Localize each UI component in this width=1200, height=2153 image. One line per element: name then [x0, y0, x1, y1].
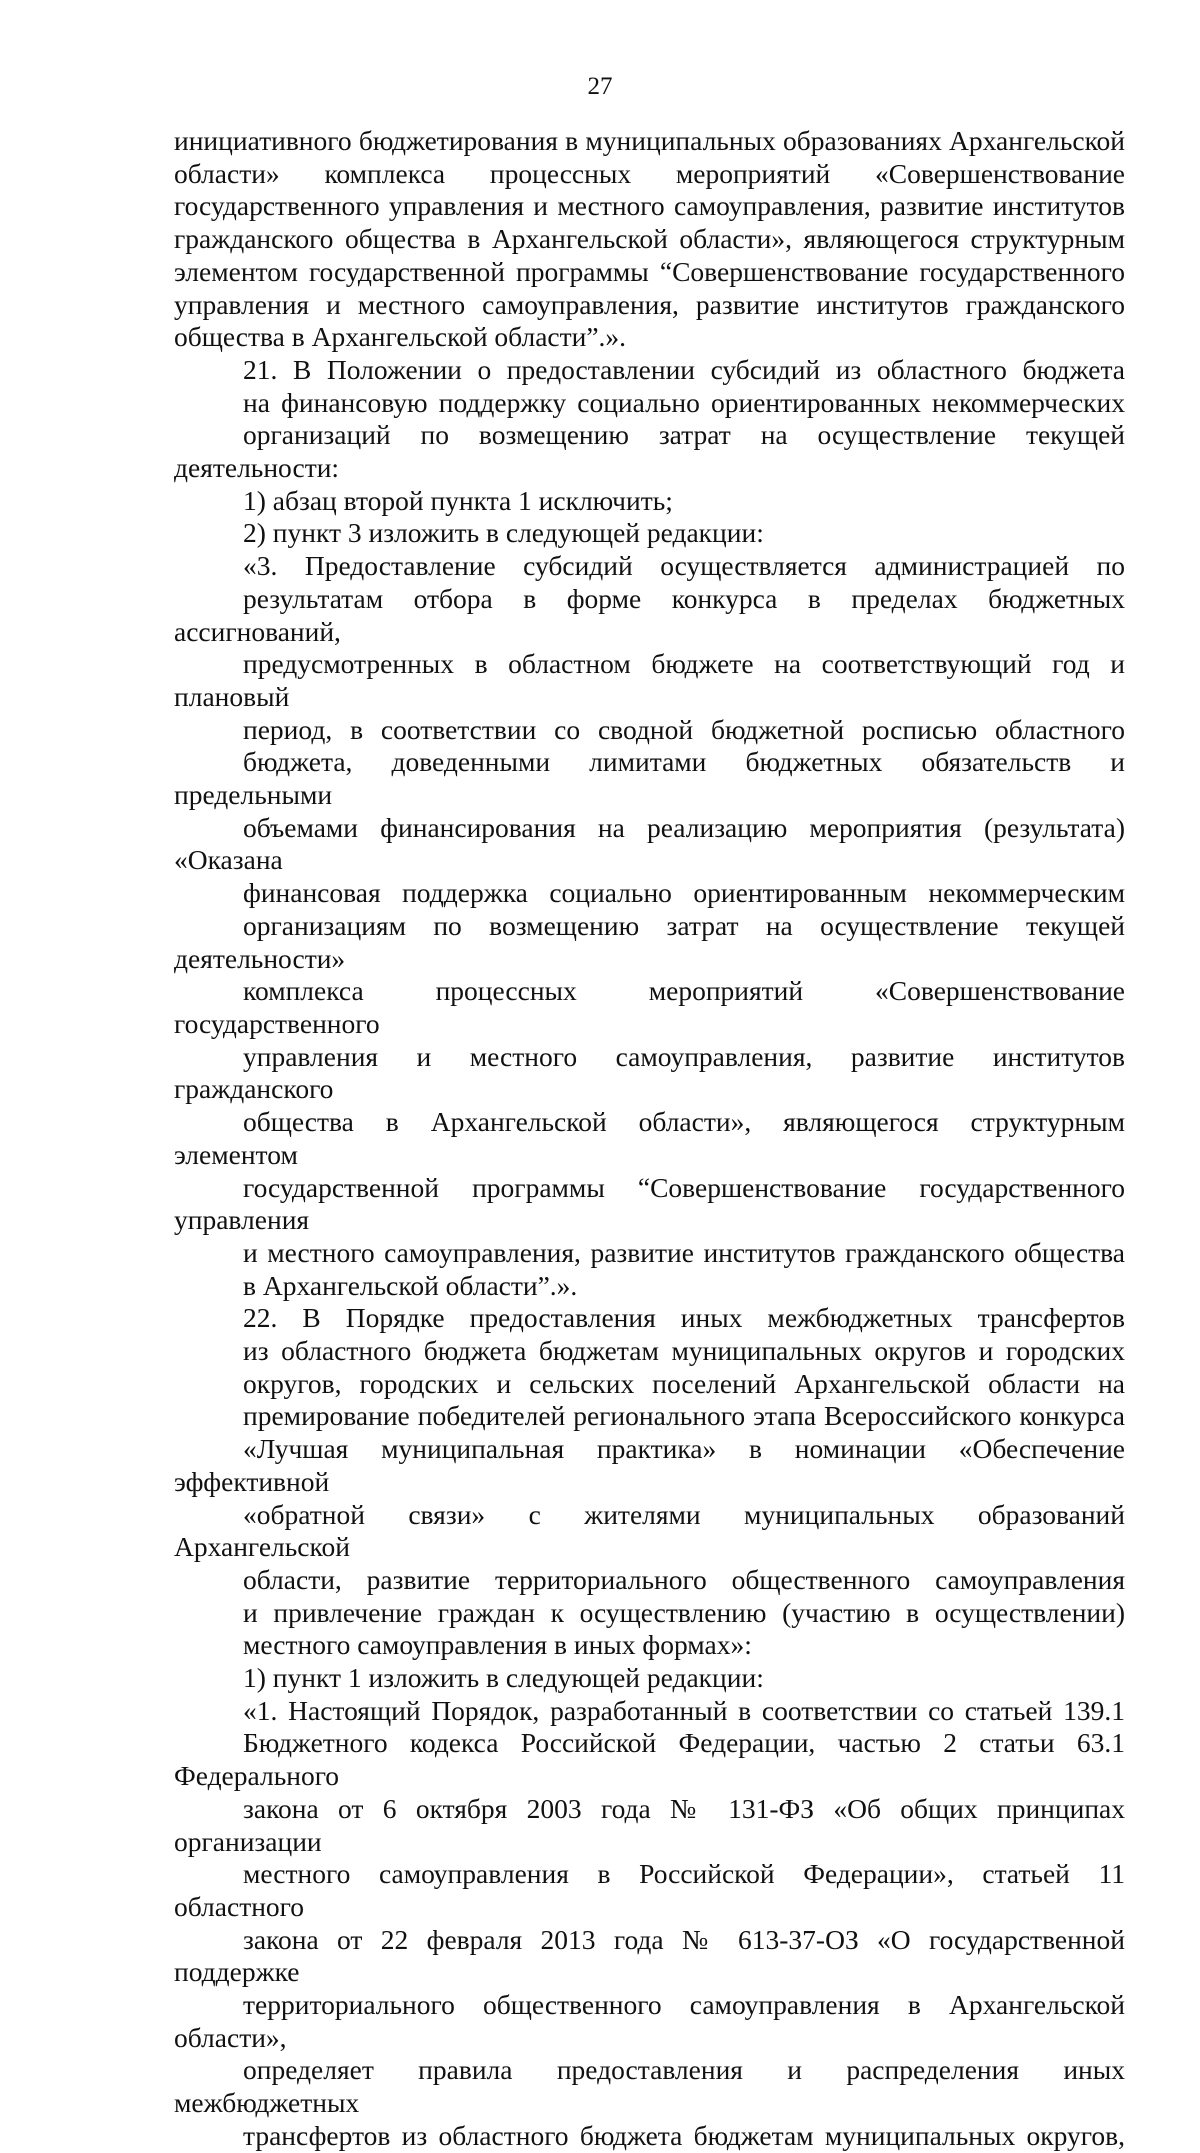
- text-line: инициативного бюджетирования в муниципальных образованиях Архангельской: [174, 125, 1125, 156]
- text-line: 21. В Положении о предоставлении субсидий из областного бюджета: [243, 353, 1125, 385]
- text-line: общества в Архангельской области”.».: [174, 321, 627, 353]
- text-line: в Архангельской области”.».: [243, 1269, 578, 1301]
- paragraph: [174, 550, 1125, 1302]
- text-line: гражданского общества в Архангельской области», являющегося структурным: [174, 223, 1125, 255]
- text-line: 2) пункт 3 изложить в следующей редакции:: [243, 517, 764, 549]
- text-line: трансфертов из областного бюджета бюджетам муниципальных округов,: [243, 2119, 1125, 2151]
- text-line: «Лучшая муниципальная практика» в номинации «Обеспечение эффективной: [174, 1433, 1125, 1497]
- text-line: из областного бюджета бюджетам муниципальных округов и городских: [243, 1335, 1125, 1367]
- text-line: государственного управления и местного самоуправления, развитие институтов: [174, 190, 1125, 222]
- text-line: комплекса процессных мероприятий «Совершенствование государственного: [174, 975, 1125, 1039]
- text-line: Бюджетного кодекса Российской Федерации, частью 2 статьи 63.1 Федерального: [174, 1727, 1125, 1792]
- text-line: «1. Настоящий Порядок, разработанный в соответствии со статьей 139.1: [243, 1694, 1125, 1726]
- text-line: округов, городских и сельских поселений Архангельской области на: [243, 1367, 1125, 1399]
- text-line: элементом государственной программы “Совершенствование государственного: [174, 255, 1125, 287]
- paragraph: [174, 354, 1125, 485]
- text-line: общества в Архангельской области», являющегося структурным элементом: [174, 1106, 1125, 1170]
- text-line: организациям по возмещению затрат на осуществление текущей деятельности»: [174, 909, 1125, 974]
- text-line: предусмотренных в областном бюджете на соответствующий год и плановый: [174, 648, 1125, 712]
- text-line: закона от 6 октября 2003 года № 131-ФЗ «Об общих принципах организации: [174, 1792, 1125, 1857]
- text-line: 1) пункт 1 изложить в следующей редакции:: [243, 1662, 764, 1694]
- text-line: закона от 22 февраля 2013 года № 613-37-ОЗ «О государственной поддержке: [174, 1923, 1125, 1988]
- text-line: области» комплекса процессных мероприятий «Совершенствование: [174, 157, 1125, 189]
- text-line: местного самоуправления в Российской Федерации», статьей 11 областного: [174, 1858, 1125, 1922]
- text-line: организаций по возмещению затрат на осуществление текущей деятельности:: [174, 419, 1125, 484]
- text-line: премирование победителей регионального этапа Всероссийского конкурса: [243, 1400, 1125, 1432]
- paragraph: [174, 485, 1125, 518]
- text-line: области, развитие территориального общественного самоуправления: [243, 1563, 1125, 1595]
- paragraph: [174, 1302, 1125, 1662]
- text-line: местного самоуправления в иных формах»:: [243, 1629, 752, 1661]
- text-line: «обратной связи» с жителями муниципальных образований Архангельской: [174, 1498, 1125, 1563]
- text-line: бюджета, доведенными лимитами бюджетных обязательств и предельными: [174, 746, 1125, 811]
- text-line: период, в соответствии со сводной бюджетной росписью областного: [243, 713, 1125, 745]
- text-line: и местного самоуправления, развитие институтов гражданского общества: [243, 1236, 1125, 1268]
- document-body: [174, 125, 1125, 2153]
- text-line: объемами финансирования на реализацию мероприятия (результата) «Оказана: [174, 811, 1125, 876]
- text-line: 22. В Порядке предоставления иных межбюджетных трансфертов: [243, 1302, 1125, 1334]
- text-line: «3. Предоставление субсидий осуществляется администрацией по: [243, 550, 1125, 582]
- text-line: на финансовую поддержку социально ориентированных некоммерческих: [243, 386, 1125, 418]
- paragraph: [174, 517, 1125, 550]
- text-line: государственной программы “Совершенствование государственного управления: [174, 1171, 1125, 1236]
- text-line: управления и местного самоуправления, развитие институтов гражданского: [174, 288, 1125, 320]
- text-line: и привлечение граждан к осуществлению (участию в осуществлении): [243, 1596, 1125, 1628]
- text-line: определяет правила предоставления и распределения иных межбюджетных: [174, 2054, 1125, 2119]
- text-line: 1) абзац второй пункта 1 исключить;: [243, 484, 673, 516]
- paragraph: [174, 125, 1125, 354]
- paragraph: [174, 1662, 1125, 1695]
- paragraph: [174, 1695, 1125, 2153]
- text-line: территориального общественного самоуправления в Архангельской области»,: [174, 1989, 1125, 2053]
- text-line: управления и местного самоуправления, развитие институтов гражданского: [174, 1040, 1125, 1105]
- page-number: 27: [587, 73, 613, 100]
- text-line: результатам отбора в форме конкурса в пределах бюджетных ассигнований,: [174, 582, 1125, 647]
- text-line: финансовая поддержка социально ориентированным некоммерческим: [243, 877, 1125, 909]
